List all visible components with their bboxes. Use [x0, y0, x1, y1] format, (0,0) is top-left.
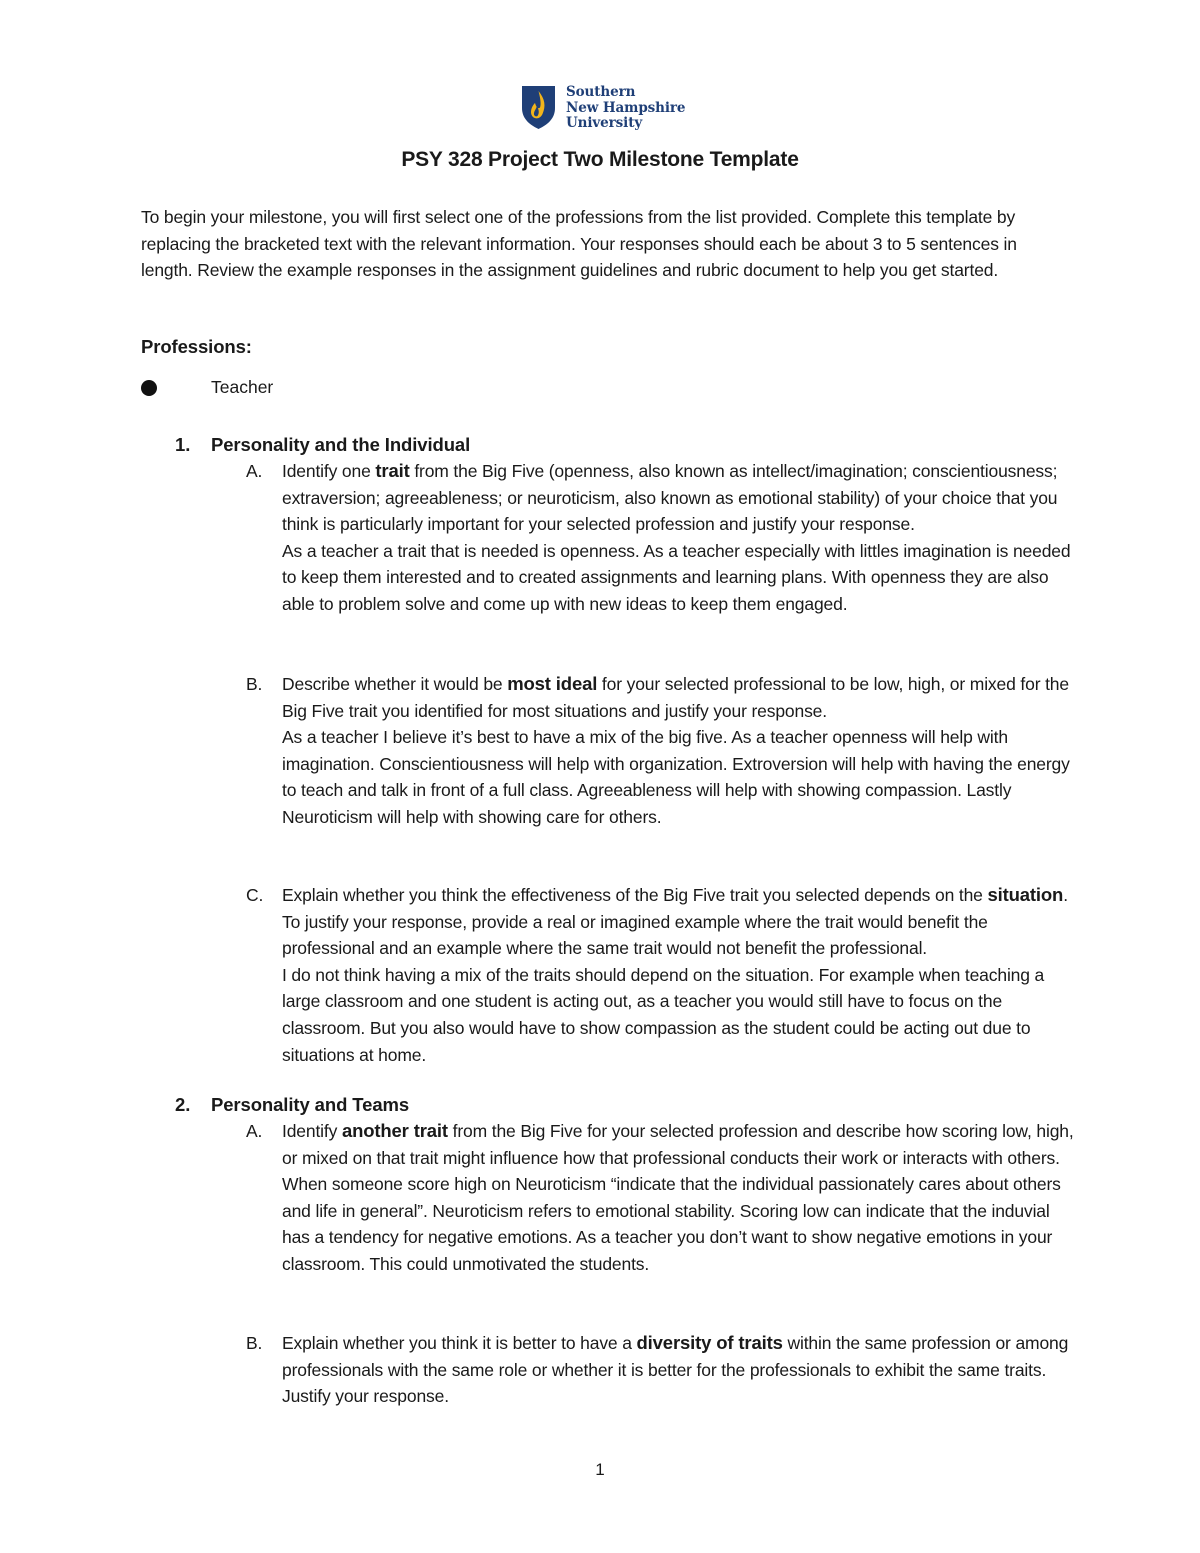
prompt-text: Describe whether it would be	[282, 674, 508, 694]
profession-label: Teacher	[211, 377, 274, 397]
prompt-keyword: trait	[375, 460, 410, 481]
question-letter: A.	[246, 461, 263, 481]
question-response: When someone score high on Neuroticism “indicate that the individual passionately cares about others and life in general”. Neuroticism refers to emotional stability. Scoring low can indicate that the induvial has a tendency for negative emotions. As a teacher you don’t want to show negative emotions in your classroom. This could unmotivated the students.	[282, 1174, 1061, 1274]
intro-paragraph: To begin your milestone, you will first select one of the professions from the list provided. Complete this template by replacing the bracketed text with the relevant information. Your responses should each be about 3 to 5 sentences in length. Review the example responses in the assignment guidelines and rubric document to help you get started.	[141, 207, 1017, 281]
prompt-text: for your selected professional to be low, high, or mixed for the Big Five trait you identified for most situations and justify your response.	[282, 674, 1069, 721]
question-letter: B.	[246, 1333, 263, 1353]
section-heading-1	[175, 432, 470, 458]
question-prompt	[282, 671, 1076, 724]
question-1c	[246, 882, 1076, 1068]
question-prompt	[282, 1118, 1076, 1171]
university-logo	[520, 84, 685, 132]
prompt-text: within the same profession or among professionals with the same role or whether it is better for the professionals to exhibit the same traits. Justify your response.	[282, 1333, 1069, 1407]
question-1a	[246, 458, 1076, 618]
prompt-keyword: another trait	[341, 1120, 448, 1141]
question-response: I do not think having a mix of the traits should depend on the situation. For example when teaching a large classroom and one student is acting out, as a teacher you would still have to focus on the classroom. But you also would have to show compassion as the student could be acting out due to situations at home.	[282, 964, 1045, 1065]
prompt-text: Explain whether you think it is better to have a	[282, 1333, 637, 1353]
section-title: Personality and Teams	[211, 1094, 410, 1115]
prompt-text: . To justify your response, provide a real or imagined example where the trait would benefit the professional and an example where the same trait would not benefit the professional.	[282, 885, 1068, 959]
question-letter: B.	[246, 674, 263, 694]
question-letter: C.	[246, 885, 264, 905]
question-response: As a teacher a trait that is needed is openness. As a teacher especially with littles imagination is needed to keep them interested and to created assignments and learning plans. With openness they are also able to problem solve and come up with new ideas to keep them engaged.	[282, 540, 1071, 614]
section-title: Personality and the Individual	[211, 434, 471, 455]
question-prompt	[282, 458, 1076, 538]
question-response: As a teacher I believe it’s best to have a mix of the big five. As a teacher openness will help with imagination. Conscientiousness will help with organization. Extroversion will help with having the energy to teach and talk in front of a full class. Agreeableness will help with showing compassion. Lastly Neuroticism will help with showing care for others.	[282, 727, 1070, 827]
professions-heading: Professions:	[141, 336, 252, 357]
question-prompt	[282, 1330, 1076, 1410]
document-title: PSY 328 Project Two Milestone Template	[401, 148, 799, 171]
logo-line-3: University	[566, 115, 643, 131]
section-number: 2.	[175, 1094, 191, 1115]
prompt-text: Identify	[282, 1121, 342, 1141]
logo-wordmark	[566, 85, 685, 132]
prompt-text: Explain whether you think the effectiveness of the Big Five trait you selected depends on the	[282, 885, 988, 905]
question-letter: A.	[246, 1121, 263, 1141]
prompt-keyword: diversity of traits	[636, 1332, 783, 1353]
section-number: 1.	[175, 434, 191, 455]
question-2b	[246, 1330, 1076, 1410]
prompt-text: from the Big Five (openness, also known as intellect/imagination; conscientiousness; extraversion; agreeableness; or neuroticism, also known as emotional stability) of your choice that you think is particularly important for your selected profession and justify your response.	[282, 461, 1058, 535]
prompt-keyword: most ideal	[507, 673, 598, 694]
question-1b	[246, 671, 1076, 831]
prompt-text: from the Big Five for your selected profession and describe how scoring low, high, or mixed on that trait might influence how that professional conducts their work or interacts with others.	[282, 1121, 1074, 1168]
logo-line-1: Southern	[566, 84, 636, 100]
section-heading-2	[175, 1092, 409, 1118]
page-number: 1	[595, 1460, 605, 1479]
question-2a	[246, 1118, 1076, 1278]
question-prompt	[282, 882, 1076, 962]
prompt-text: Identify one	[282, 461, 376, 481]
logo-line-2: New Hampshire	[566, 99, 686, 116]
flame-shield-icon	[520, 84, 557, 130]
prompt-keyword: situation	[987, 884, 1064, 905]
bullet-icon	[141, 380, 157, 396]
